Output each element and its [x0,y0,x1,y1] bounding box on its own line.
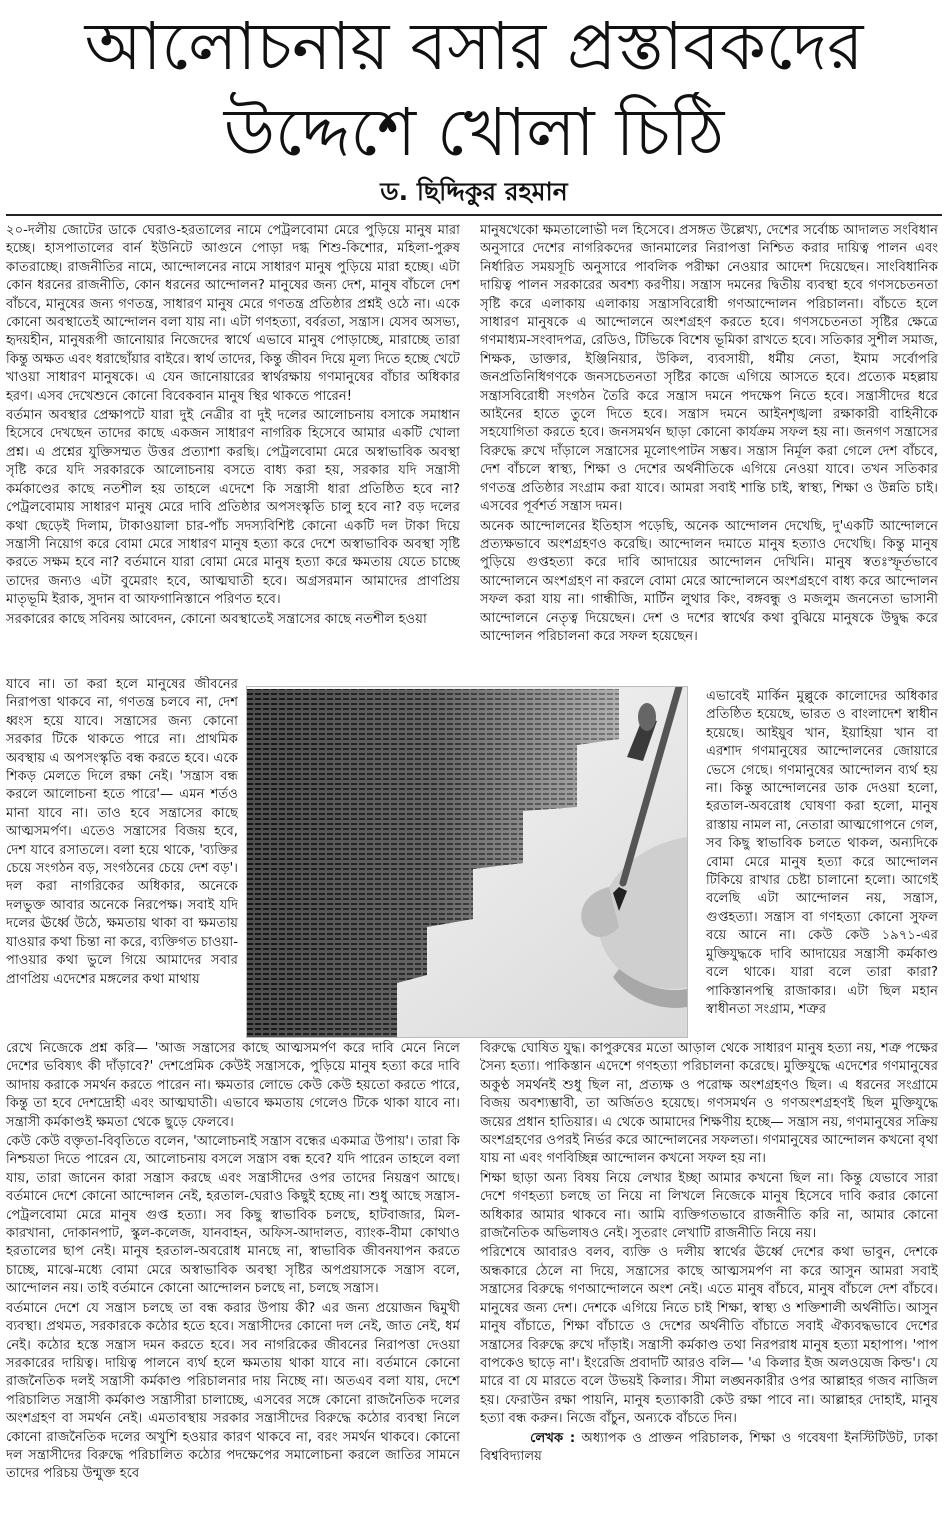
article-illustration [246,686,688,1038]
left-narrow-column [6,676,238,1040]
author-name: ড. ছিদ্দিকুর রহমান [380,177,568,206]
paragraph: পরিশেষে আবারও বলব, ব্যক্তি ও দলীয় স্বার্থের ঊর্ধ্বে দেশের কথা ভাবুন, দেশকে অন্ধকারে ঠেলে না দিয়ে, সন্ত্রাসের কাছে আত্মসমর্পণ না করে আসুন আমরা সবাই সন্ত্রাসের বিরুদ্ধে গণআন্দোলনে অংশ নেই। এতে মানুষ বাঁচবে, মানুষ বাঁচলে দেশ বাঁচবে। মানুষের জন্য দেশ। দেশকে এগিয়ে নিতে চাই শিক্ষা, স্বাস্থ্য ও শক্তিশালী অর্থনীতি। আসুন মানুষ বাঁচাতে, শিক্ষা বাঁচাতে ও দেশের অর্থনীতি বাঁচাতে সবাই ঐক্যবদ্ধভাবে দেশের সন্ত্রাসের বিরুদ্ধে রুখে দাঁড়াই। সন্ত্রাসী কর্মকাণ্ড তথা নিরপরাধ মানুষ হত্যা মহাপাপ। 'পাপ বাপকেও ছাড়ে না'। ইংরেজি প্রবাদটি আরও বলি— 'এ কিলার ইজ অলওয়েজ কিল্ড'। যে মারে বা যে মারতে বলে উভয়ই কিলার। সীমা লঙ্ঘনকারীর ওপর আল্লাহর গজব নাজিল হয়। ফেরাউন রক্ষা পায়নি, মানুষ হত্যাকারী কেউ রক্ষা পাবে না। আল্লাহর দোহাই, মানুষ হত্যা বন্ধ করুন। নিজে বাঁচুন, অন্যকে বাঁচতে দিন। [480,1245,938,1427]
paragraph: এভাবেই মার্কিন মুল্লুকে কালোদের অধিকার প্রতিষ্ঠিত হয়েছে, ভারত ও বাংলাদেশ স্বাধীন হয়েছে। আইয়ুব খান, ইয়াহিয়া খান বা এরশাদ গণমানুষের আন্দোলনের জোয়ারে ভেসে গেছে। গণমানুষের আন্দোলন ব্যর্থ হয় না। কিন্তু আন্দোলনের ডাক দেওয়া হলো, হরতাল-অবরোধ ঘোষণা করা হলো, মানুষ রাস্তায় নামল না, নেতারা আত্মগোপনে গেল, সব কিছু স্বাভাবিক চলতে থাকল, অন্যদিকে বোমা মেরে মানুষ হত্যা করে আন্দোলন টিকিয়ে রাখার চেষ্টা চালানো হলো। আগেই বলেছি এটা আন্দোলন নয়, সন্ত্রাস, গুপ্তহত্যা। সন্ত্রাস বা গণহত্যা কোনো সুফল বয়ে আনে না। কেউ কেউ ১৯৭১-এর মুক্তিযুদ্ধকে দাবি আদায়ের সন্ত্রাসী কর্মকাণ্ড বলে থাকে। যারা বলে তারা কারা? পাকিস্তানপন্থি রাজাকার। এটা ছিল মহান স্বাধীনতা সংগ্রাম, শত্রুর [706,689,938,1017]
paragraph: কেউ কেউ বক্তৃতা-বিবৃতিতে বলেন, 'আলোচনাই সন্ত্রাস বন্ধের একমাত্র উপায়'। তারা কি নিশ্চয়তা দিতে পারেন যে, আলোচনায় বসলে সন্ত্রাস বন্ধ হবে? যদি পারেন তাহলে বলা যায়, তারা জানেন কারা সন্ত্রাস করছে এবং সন্ত্রাসীদের ওপর তাদের নিয়ন্ত্রণ আছে। বর্তমানে দেশে কোনো আন্দোলন নেই, হরতাল-ঘেরাও কিছুই হচ্ছে না। শুধু আছে সন্ত্রাস-পেট্রলবোমা মেরে মানুষ গুপ্ত হত্যা। সব কিছু স্বাভাবিক চলছে, হাটবাজার, মিল-কারখানা, দোকানপাট, স্কুল-কলেজ, যানবাহন, অফিস-আদালত, ব্যাংক-বীমা কোথাও হরতালের ছাপ নেই। মানুষ হরতাল-অবরোধ মানছে না, স্বাভাবিক জীবনযাপন করতে চাচ্ছে, মাঝে-মধ্যে বোমা মেরে অস্বাভাবিক অবস্থা সৃষ্টির অপপ্রয়াসকে সন্ত্রাস বলে, আন্দোলন নয়। তাই বর্তমানে কোনো আন্দোলন চলছে না, চলছে সন্ত্রাস। [6,1134,460,1297]
paragraph: মানুষখেকো ক্ষমতালোভী দল হিসেবে। প্রসঙ্গত উল্লেখ্য, দেশের সর্বোচ্চ আদালত সংবিধান অনুসারে দেশের নাগরিকদের জানমালের নিরাপত্তা নিশ্চিত করার দায়িত্ব পালন এবং নির্ধারিত সময়সূচি অনুসারে পাবলিক পরীক্ষা নেওয়ার আদেশ দিয়েছেন। সাংবিধানিক দায়িত্ব পালন সরকারের অবশ্য করণীয়। সন্ত্রাস দমনের দ্বিতীয় ব্যবস্থা হবে গণসচেতনতা সৃষ্টি করে এলাকায় এলাকায় সন্ত্রাসবিরোধী গণআন্দোলন পরিচালনা। বাঁচতে হলে সাধারণ মানুষকে এ আন্দোলনে অংশগ্রহণ করতে হবে। গণসচেতনতা সৃষ্টির ক্ষেত্রে গণমাধ্যম-সংবাদপত্র, রেডিও, টিভিকে বিশেষ ভূমিকা রাখতে হবে। সতিকার সুশীল সমাজ, শিক্ষক, ডাক্তার, ইঞ্জিনিয়ার, উকিল, ব্যবসায়ী, ধর্মীয় নেতা, ইমাম সর্বোপরি জনপ্রতিনিধিগণকে জনসচেতনতা সৃষ্টির কাজে এগিয়ে আসতে হবে। প্রত্যেক মহল্লায় সন্ত্রাসবিরোধী সংগঠন তৈরি করে সন্ত্রাস দমনে পদক্ষেপ নিতে হবে। সন্ত্রাসীদের ধরে আইনের হাতে তুলে দিতে হবে। সন্ত্রাস দমনে আইনশৃঙ্খলা রক্ষাকারী বাহিনীকে সহযোগিতা করতে হবে। জনসমর্থন ছাড়া কোনো কার্যক্রম সফল হয় না। জনগণ সন্ত্রাসের বিরুদ্ধে রুখে দাঁড়ালে সন্ত্রাসের মূলোৎপাটন সম্ভব। সন্ত্রাস নির্মূল করা গেলে দেশ বাঁচবে, দেশ বাঁচলে স্বাস্থ্য, শিক্ষা ও দেশের অর্থনীতিকে এগিয়ে নেওয়া যাবে। তখন সতিকার গণতন্ত্র প্রতিষ্ঠার সংগ্রাম করা যাবে। আমরা সবাই শান্তি চাই, স্বাস্থ্য, শিক্ষা ও উন্নতি চাই। এসবের পূর্বশর্ত সন্ত্রাস দমন। [480,223,938,515]
left-column-top [6,222,460,674]
byline-text: অধ্যাপক ও প্রাক্তন পরিচালক, শিক্ষা ও গবেষণা ইনস্টিটিউট, ঢাকা বিশ্ববিদ্যালয় [480,1430,938,1464]
paragraph: অনেক আন্দোলনের ইতিহাস পড়েছি, অনেক আন্দোলন দেখেছি, দু'একটি আন্দোলনে প্রত্যক্ষভাবে অংশগ্রহণও করেছি। আন্দোলন দমাতে মানুষ হত্যাও দেখেছি। কিন্তু মানুষ পুড়িয়ে গুপ্তহত্যা করে দাবি আদায়ের আন্দোলন দেখিনি। মানুষ স্বতঃস্ফূর্তভাবে আন্দোলনে অংশগ্রহণ না করলে বোমা মেরে আন্দোলনে অংশগ্রহণে বাধ্য করে আন্দোলন সফল করা যায় না। গান্ধীজি, মার্টিন লুথার কিং, বঙ্গবন্ধু ও মজলুম জননেতা ভাসানী আন্দোলনে নেতৃত্ব দিয়েছেন। দেশ ও দশের স্বার্থের কথা বুঝিয়ে মানুষকে উদ্বুদ্ধ করে আন্দোলন পরিচালনা করে সফল হয়েছেন। [480,518,938,644]
author-byline [480,1430,938,1467]
pen-writing-illustration [247,687,687,1037]
left-column-bottom [6,1040,460,1518]
paragraph: যাবে না। তা করা হলে মানুষের জীবনের নিরাপত্তা থাকবে না, গণতন্ত্র চলবে না, দেশ ধ্বংস হয়ে যাবে। সন্ত্রাসের জন্য কোনো সরকার টিকে থাকতে পারে না। প্রাথমিক অবস্থায় এ অপসংস্কৃতি বন্ধ করতে হবে। একে শিকড় মেলতে দিলে রক্ষা নেই। 'সন্ত্রাস বন্ধ করলে আলোচনা হতে পারে'— এমন শর্তও মানা যাবে না। তাও হবে সন্ত্রাসের কাছে আত্মসমর্পণ। এতেও সন্ত্রাসের বিজয় হবে, দেশ যাবে রসাতলে। বলা হয়ে থাকে, 'ব্যক্তির চেয়ে সংগঠন বড়, সংগঠনের চেয়ে দেশ বড়'। দল করা নাগরিকের অধিকার, অনেকে দলভুক্ত আবার অনেকে নিরপেক্ষ। সবাই যদি দলের ঊর্ধ্বে উঠে, ক্ষমতায় থাকা বা ক্ষমতায় যাওয়ার কথা চিন্তা না করে, ব্যক্তিগত চাওয়া-পাওয়ার কথা ভুলে গিয়ে আমাদের সবার প্রাণপ্রিয় এদেশের মঙ্গলের কথা মাথায় [6,677,238,987]
paragraph: বর্তমানে দেশে যে সন্ত্রাস চলছে তা বন্ধ করার উপায় কী? এর জন্য প্রয়োজন দ্বিমুখী ব্যবস্থা। প্রথমত, সরকারকে কঠোর হতে হবে। সন্ত্রাসীদের কোনো দল নেই, জাত নেই, ধর্ম নেই। কঠোর হস্তে সন্ত্রাস দমন করতে হবে। সব নাগরিকের জীবনের নিরাপত্তা দেওয়া সরকারের দায়িত্ব। দায়িত্ব পালনে ব্যর্থ হলে ক্ষমতায় থাকা যাবে না। বর্তমানে কোনো রাজনৈতিক দলই সন্ত্রাসী কর্মকাণ্ড পরিচালনার দায় নিচ্ছে না। অতএব বলা যায়, দেশে পরিচালিত সন্ত্রাসী কর্মকাণ্ড সন্ত্রাসীরা চালাচ্ছে, এসবের সঙ্গে কোনো রাজনৈতিক দলের অংশগ্রহণ বা সমর্থন নেই। এমতাবস্থায় সরকার সন্ত্রাসীদের বিরুদ্ধে কঠোর ব্যবস্থা নিলে কোনো রাজনৈতিক দলের অখুশি হওয়ার কারণ থাকবে না, বরং সমর্থন থাকবে। কোনো দল সন্ত্রাসীদের বিরুদ্ধে পরিচালিত কঠোর পদক্ষেপের সমালোচনা করলে জাতির সামনে তাদের পরিচয় উন্মুক্ত হবে [6,1300,460,1482]
byline-label: লেখক : [530,1430,576,1446]
header-divider [6,214,942,216]
paragraph: বিরুদ্ধে ঘোষিত যুদ্ধ। কাপুরুষের মতো আড়াল থেকে সাধারণ মানুষ হত্যা নয়, শত্রু পক্ষের সৈন্য হত্যা। পাকিস্তান এদেশে গণহত্যা পরিচালনা করেছে। মুক্তিযুদ্ধে এদেশের গণমানুষের অকুণ্ঠ সমর্থনই শুধু ছিল না, প্রত্যক্ষ ও পরোক্ষ অংশগ্রহণও ছিল। এ ধরনের সংগ্রামে বিজয় অবশ্যম্ভাবী, তা অর্জিতও হয়েছে। গণসমর্থন ও গণঅংশগ্রহণই ছিল মুক্তিযুদ্ধে জয়ের প্রধান হাতিয়ার। এ থেকে আমাদের শিক্ষণীয় হচ্ছে— সন্ত্রাস নয়, গণমানুষের সক্রিয় অংশগ্রহণের ওপরই নির্ভর করে আন্দোলনের সফলতা। গণমানুষের আন্দোলন কখনো বৃথা যায় না এবং গণবিচ্ছিন্ন আন্দোলন কখনো সফল হয় না। [480,1041,938,1167]
right-narrow-column [706,688,938,1040]
right-column-bottom [480,1040,938,1518]
headline-line-1: আলোচনায় বসার প্রস্তাবকদের [84,8,864,85]
paragraph: সরকারের কাছে সবিনয় আবেদন, কোনো অবস্থাতেই সন্ত্রাসের কাছে নতশীল হওয়া [6,611,427,627]
paragraph: রেখে নিজেকে প্রশ্ন করি— 'আজ সন্ত্রাসের কাছে আত্মসমর্পণ করে দাবি মেনে নিলে দেশের ভবিষ্যৎ কী দাঁড়াবে?' দেশপ্রেমিক কেউই সন্ত্রাসকে, পুড়িয়ে মানুষ হত্যা করে দাবি আদায় করাকে সমর্থন করতে পারেন না। ক্ষমতার লোভে কেউ কেউ হয়তো করতে পারে, কিন্তু তা হবে দেশদ্রোহী এবং আত্মঘাতী। এভাবে ক্ষমতায় গেলেও টিকে থাকা যাবে না। সন্ত্রাসী কর্মকাণ্ডই ক্ষমতা থেকে ছুড়ে ফেলবে। [6,1041,460,1130]
headline-line-2: উদ্দেশে খোলা চিঠি [223,94,725,171]
paragraph: ২০-দলীয় জোটের ডাকে ঘেরাও-হরতালের নামে পেট্রলবোমা মেরে পুড়িয়ে মানুষ মারা হচ্ছে। হাসপাতালের বার্ন ইউনিটে আগুনে পোড়া দগ্ধ শিশু-কিশোর, মহিলা-পুরুষ কাতরাচ্ছে। রাজনীতির নামে, আন্দোলনের নামে সাধারণ মানুষ পুড়িয়ে মারা হচ্ছে। এটা কোন ধরনের রাজনীতি, কোন ধরনের আন্দোলন? মানুষের জন্য দেশ, মানুষ বাঁচলে দেশ বাঁচবে, মানুষের জন্য গণতন্ত্র, সাধারণ মানুষ মেরে গণতন্ত্র প্রতিষ্ঠার প্রশ্নই ওঠে না। একে কোনো অবস্থাতেই আন্দোলন বলা যায় না। এটা গণহত্যা, বর্বরতা, সন্ত্রাস। যেসব অসভ্য, হৃদয়হীন, মানুষরূপী জানোয়ার নিজেদের স্বার্থে এভাবে মানুষ পোড়াচ্ছে, মারাচ্ছে তারা কিন্তু অক্ষত এবং ধরাছোঁয়ার বাইরে। স্বার্থ তাদের, কিন্তু জীবন দিয়ে মূল্য দিতে হচ্ছে খেটে খাওয়া সাধারণ মানুষকে। এ যেন জানোয়ারের স্বার্থরক্ষায় গণমানুষের বাঁচার অধিকার হরণ। এসব দেখেশুনে কোনো বিবেকবান মানুষ স্থির থাকতে পারেন! [6,223,460,404]
paragraph: বর্তমান অবস্থার প্রেক্ষাপটে যারা দুই নেত্রীর বা দুই দলের আলোচনায় বসাকে সমাধান হিসেবে দেখছেন তাদের কাছে একজন সাধারণ নাগরিক হিসেবে আমার একটি খোলা প্রশ্ন। এ প্রশ্নের যুক্তিসম্মত উত্তর প্রত্যাশা করছি। পেট্রলবোমা মেরে অস্বাভাবিক অবস্থা সৃষ্টি করে যদি সরকারকে আলোচনায় বসতে বাধ্য করা হয়, সরকার যদি সন্ত্রাসী কর্মকাণ্ডের কাছে নতশীল হয় তাহলে এদেশে কি সন্ত্রাসী ধারা প্রতিষ্ঠিত হবে না? পেট্রলবোমায় সাধারণ মানুষ মেরে দাবি প্রতিষ্ঠার অপসংস্কৃতি চালু হবে না? বড় দলের কথা ছেড়েই দিলাম, টাকাওয়ালা চার-পাঁচ সদস্যবিশিষ্ট কোনো একটি দল টাকা দিয়ে সন্ত্রাসী নিয়োগ করে বোমা মেরে সাধারণ মানুষ হত্যা করে দেশে অস্বাভাবিক অবস্থা সৃষ্টি করতে সক্ষম হবে না? বর্তমানে যারা বোমা মেরে মানুষ হত্যা করে ক্ষমতায় যেতে চাচ্ছে তাদের জন্যও এটা বুমেরাং হবে, আত্মঘাতী হবে। অগ্রসরমান আমাদের প্রাণপ্রিয় মাতৃভূমি ইরাক, সুদান বা আফগানিস্তানে পরিণত হবে। [6,408,460,608]
right-column-top [480,222,938,690]
paragraph: শিক্ষা ছাড়া অন্য বিষয় নিয়ে লেখার ইচ্ছা আমার কখনো ছিল না। কিন্তু যেভাবে সারা দেশে গণহত্যা চলছে তা নিয়ে না লিখলে নিজেকে মানুষ হিসেবে দাবি করার কোনো অধিকার আমার থাকবে না। আমি ব্যক্তিগতভাবে রাজনীতি করি না, আমার কোনো রাজনৈতিক অভিলাষও নেই। সুতরাং লেখাটি রাজনীতি নিয়ে নয়। [480,1170,938,1242]
